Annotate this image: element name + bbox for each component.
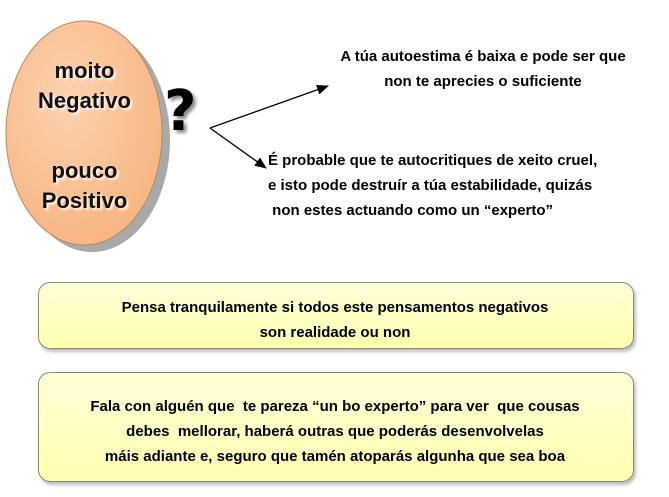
ellipse-line-moito: moito (54, 58, 115, 83)
ellipse-line-pouco: pouco (51, 158, 118, 183)
advice-box-talk-line-2: debes mellorar, haberá outras que poderás desenvolvelas (126, 423, 544, 440)
ellipse-label-top (12, 56, 157, 116)
advice-box-reflect-line-1: Pensa tranquilamente si todos este pensamentos negativos (121, 299, 549, 316)
advice-box-talk-line-3: máis adiante e, seguro que tamén atoparás algunha que sea boa (104, 448, 566, 465)
note-bottom (268, 148, 668, 223)
note-top-line-2: non te aprecies o suficiente (384, 73, 582, 90)
note-bottom-line-3: non estes actuando como un “experto” (268, 202, 554, 219)
note-top (300, 44, 666, 94)
advice-box-reflect-line-2: son realidade ou non (259, 324, 411, 341)
advice-box-reflect-text (38, 295, 632, 345)
note-top-line-1: A túa autoestima é baixa e pode ser que (340, 48, 626, 65)
ellipse-label-bottom (12, 156, 157, 216)
advice-box-talk-text (30, 394, 640, 469)
ellipse-line-positivo: Positivo (41, 188, 128, 213)
question-mark: ? (164, 79, 197, 144)
note-bottom-line-1: É probable que te autocritiques de xeito cruel, (268, 152, 598, 169)
arrow-to-bottom-note (210, 128, 266, 168)
note-bottom-line-2: e isto pode destruír a túa estabilidade, quizás (268, 177, 593, 194)
ellipse-line-negativo: Negativo (38, 88, 131, 113)
advice-box-talk-line-1: Fala con alguén que te pareza “un bo experto” para ver que cousas (90, 398, 580, 415)
